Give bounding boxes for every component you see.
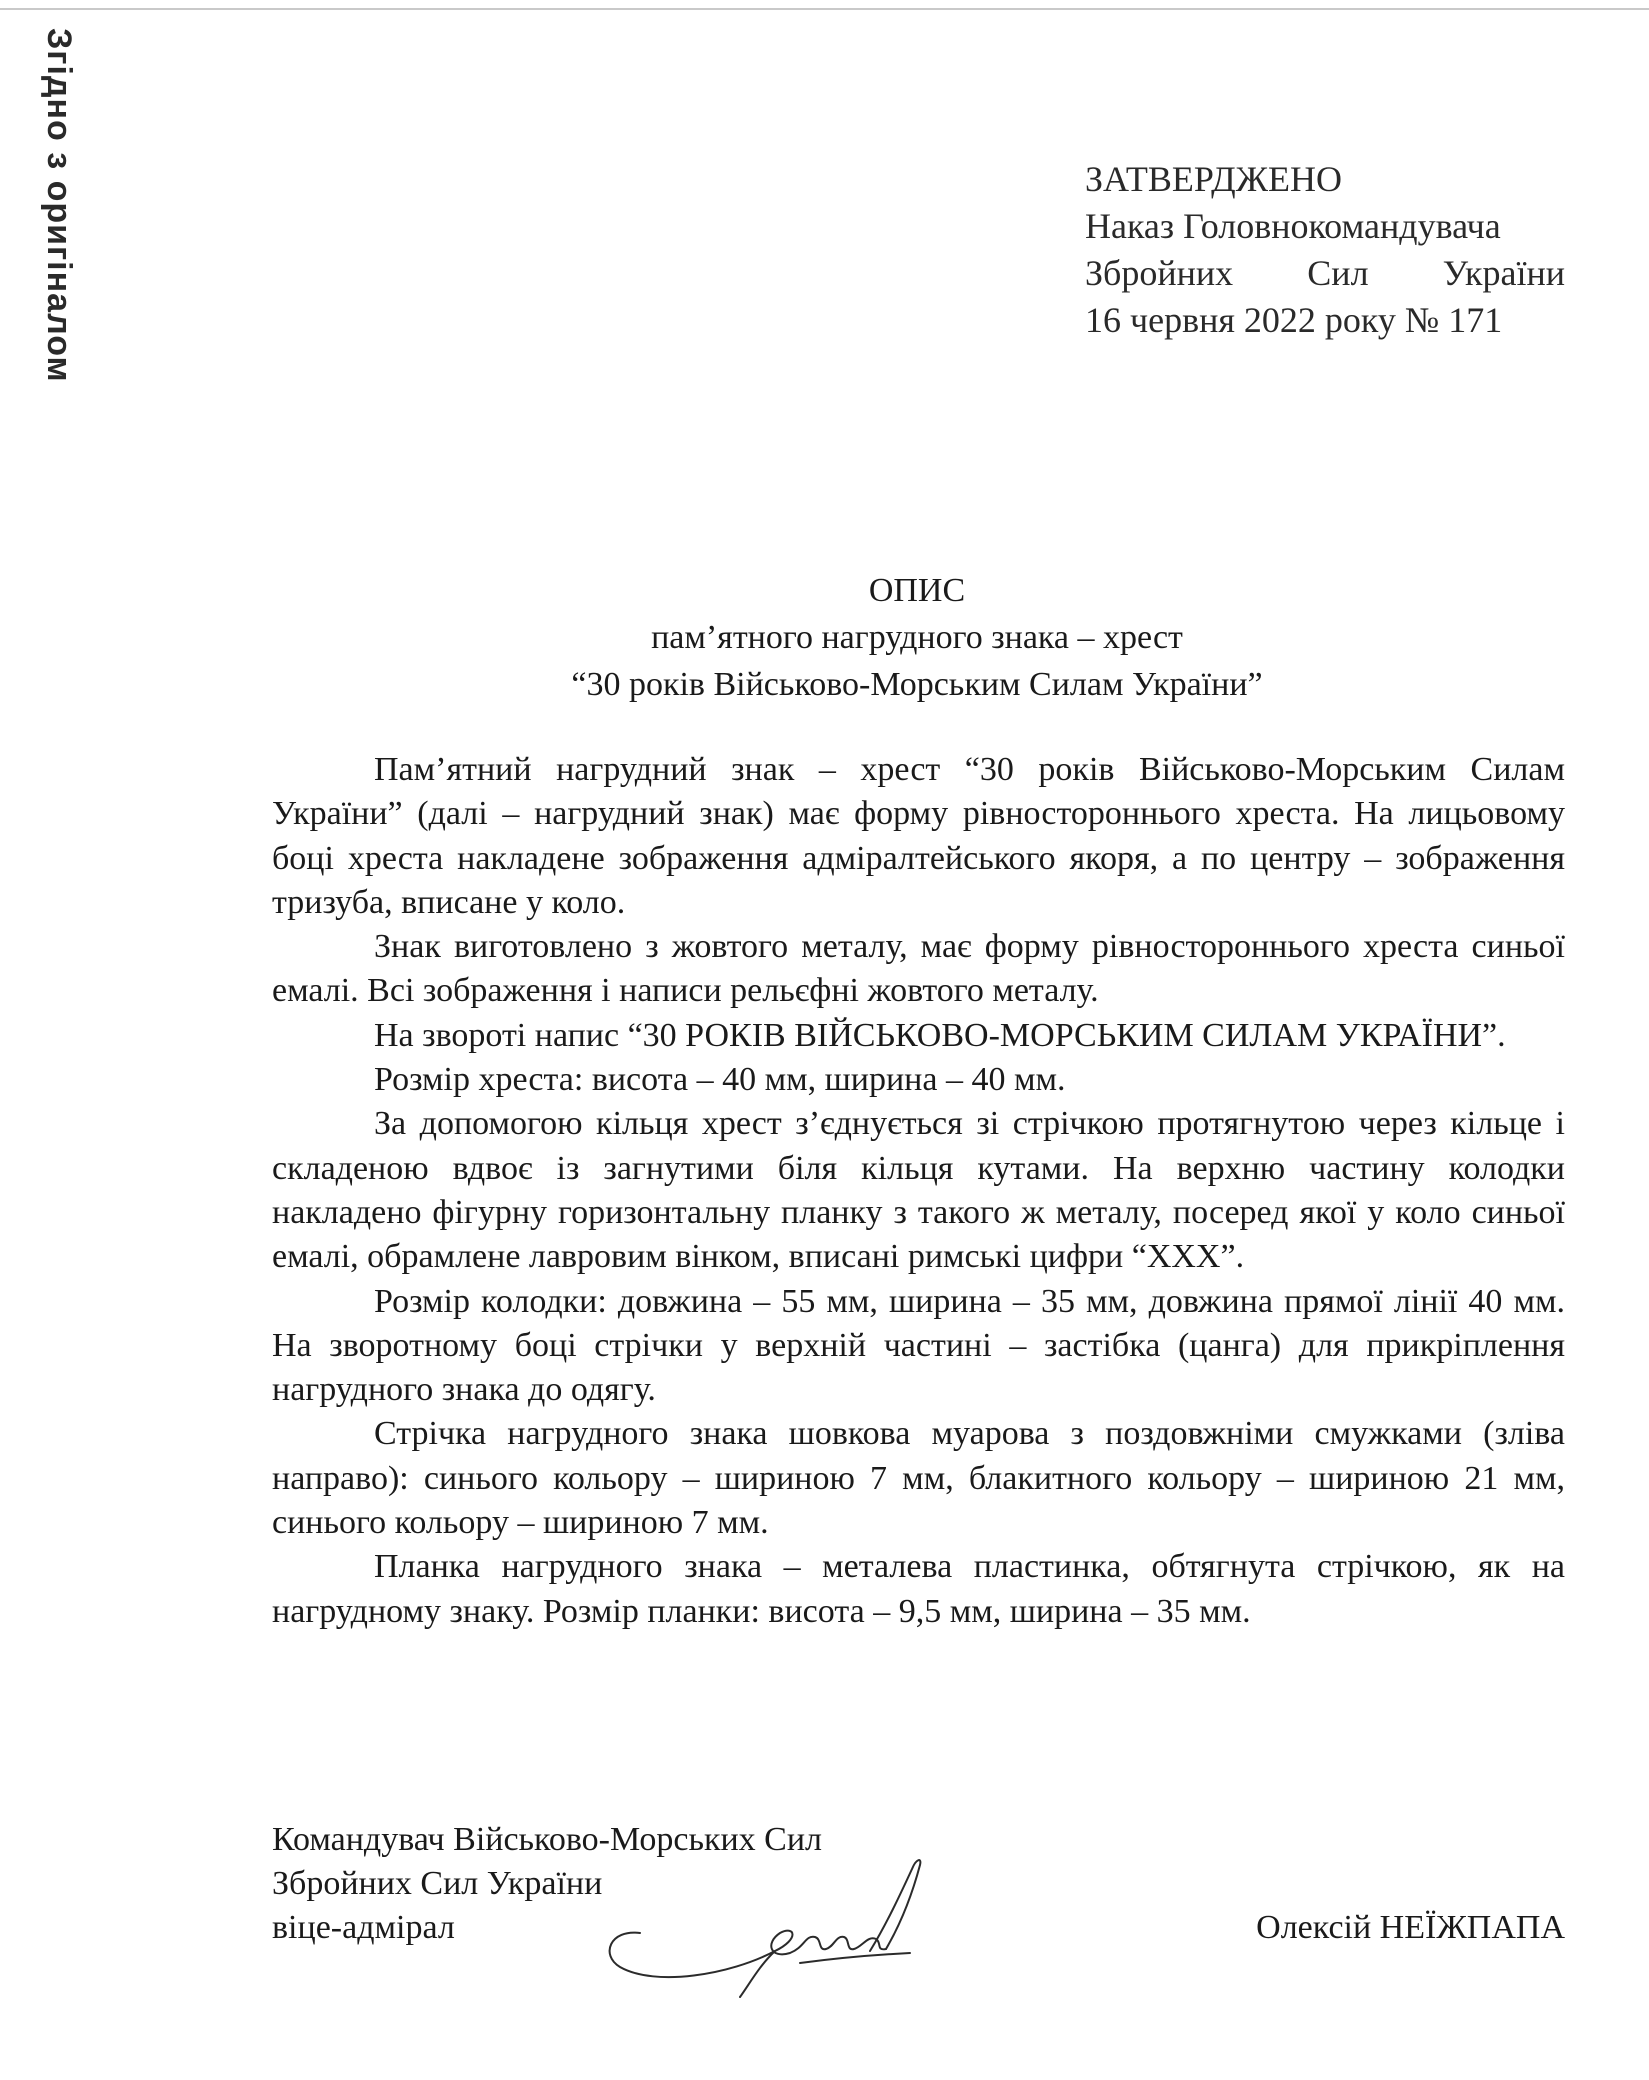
paragraph: Пам’ятний нагрудний знак – хрест “30 років Військово-Морським Силам України” (далі – нагрудний знак) має форму рівностороннього хреста. На лицьовому боці хреста накладене зображення адміралтейського якоря, а по центру – зображення тризуба, вписане у коло. — [272, 751, 1565, 921]
signatory-name: Олексій НЕЇЖПАПА — [1256, 1909, 1565, 1946]
description-body — [272, 748, 1565, 1634]
title-badge-name: “30 років Військово-Морським Силам України” — [571, 666, 1263, 703]
paragraph: Знак виготовлено з жовтого металу, має форму рівностороннього хреста синьої емалі. Всі зображення і написи рельєфні жовтого металу. — [272, 928, 1565, 1010]
position-line: Збройних Сил України — [272, 1865, 603, 1902]
page-top-edge — [0, 8, 1649, 10]
position-line: Командувач Військово-Морських Сил — [272, 1821, 823, 1858]
paragraph: На звороті напис “30 РОКІВ ВІЙСЬКОВО-МОРСЬКИМ СИЛАМ УКРАЇНИ”. — [374, 1016, 1506, 1054]
approval-order: Наказ Головнокомандувача — [1085, 206, 1501, 246]
paragraph: Стрічка нагрудного знака шовкова муарова з поздовжніми смужками (зліва направо): синього кольору – шириною 7 мм, блакитного кольору – шириною 21 мм, синього кольору – шириною 7 мм. — [272, 1415, 1565, 1542]
certification-stamp: Згідно з оригіналом — [40, 28, 78, 383]
approval-date: 16 червня 2022 року № 171 — [1085, 300, 1503, 340]
approval-block — [1085, 156, 1565, 344]
rank: віце-адмірал — [272, 1909, 455, 1946]
approval-heading: ЗАТВЕРДЖЕНО — [1085, 159, 1342, 199]
approval-forces: Збройних Сил України — [1085, 253, 1565, 293]
paragraph: Планка нагрудного знака – металева пластинка, обтягнута стрічкою, як на нагрудному знаку. Розмір планки: висота – 9,5 мм, ширина – 35 мм. — [272, 1548, 1565, 1630]
title-subheading: пам’ятного нагрудного знака – хрест — [651, 619, 1183, 656]
paragraph: За допомогою кільця хрест з’єднується зі стрічкою протягнутою через кільце і складеною вдвоє із загнутими біля кільця кутами. На верхню частину колодки накладено фігурну горизонтальну планку з такого ж металу, посеред якої у коло синьої емалі, обрамлене лавровим вінком, вписані римські цифри “ХХХ”. — [272, 1105, 1565, 1276]
paragraph: Розмір хреста: висота – 40 мм, ширина – 40 мм. — [374, 1061, 1066, 1099]
handwritten-signature — [600, 1855, 930, 2005]
title-heading: ОПИС — [868, 572, 966, 609]
document-title — [272, 567, 1562, 708]
paragraph: Розмір колодки: довжина – 55 мм, ширина – 35 мм, довжина прямої лінії 40 мм. На зворотному боці стрічки у верхній частині – застібка (цанга) для прикріплення нагрудного знака до одягу. — [272, 1282, 1565, 1409]
